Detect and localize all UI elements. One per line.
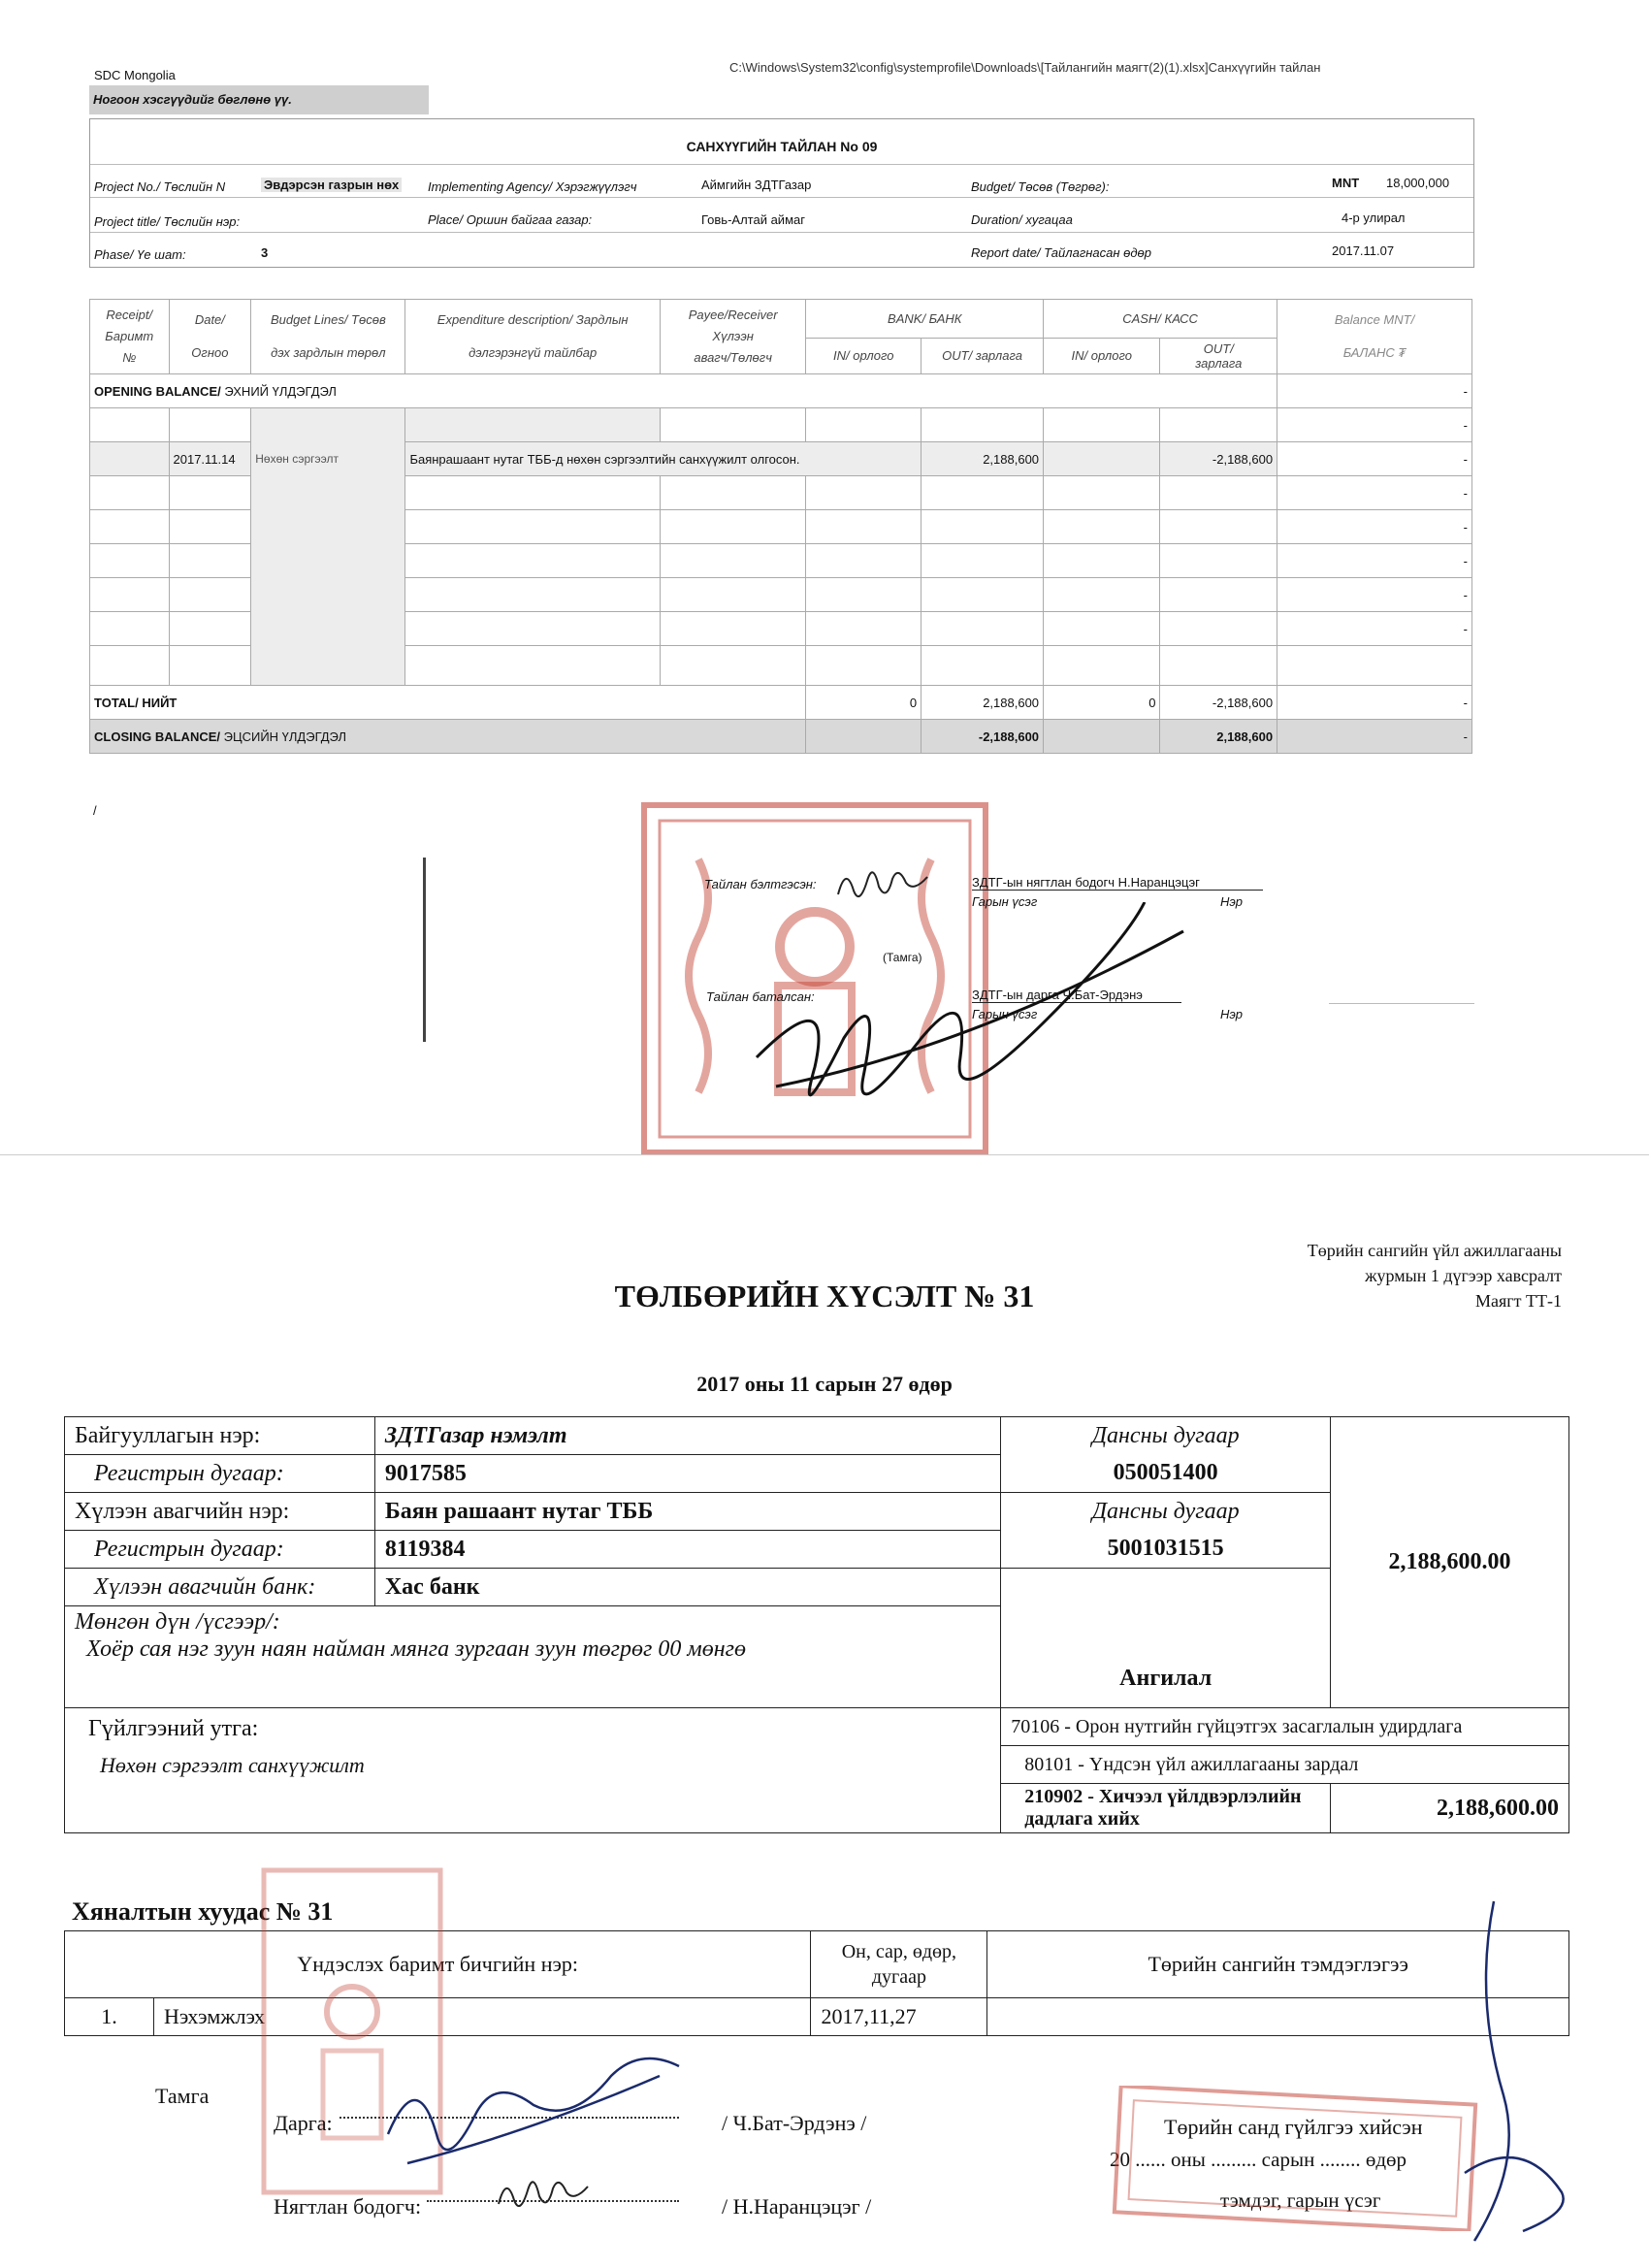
col-cash: CASH/ КАСС	[1044, 300, 1277, 339]
class-3-amount: 2,188,600.00	[1331, 1784, 1569, 1833]
treasury-sign: тэмдэг, гарын үсэг	[1220, 2188, 1381, 2212]
col-expenditure: Expenditure description/ Зардлын дэлгэрэнгүй тайлбар	[405, 300, 660, 374]
report-title: САНХҮҮГИЙН ТАЙЛАН No 09	[686, 139, 878, 154]
total-row: TOTAL/ НИЙТ 0 2,188,600 0 -2,188,600 -	[90, 686, 1472, 720]
budget-value: 18,000,000	[1386, 176, 1450, 190]
fill-note: Ногоон хэсгүүдийг бөглөнө үү.	[89, 85, 429, 114]
col-balance: Balance MNT/ БАЛАНС ₮	[1277, 300, 1472, 374]
col-payee: Payee/Receiver Хүлээн авагч/Төлөгч	[660, 300, 806, 374]
bank-label: Хүлээн авагчийн банк:	[65, 1569, 375, 1606]
prepared-name-sub: Нэр	[1220, 894, 1244, 909]
place-label: Place/ Оршин байгаа газар:	[428, 212, 593, 227]
table-row: 2017.11.14 Баянрашаант нутаг ТББ-д нөхөн сэргээлтийн санхүүжилт олгосон. 2,188,600 -2,188,600 -	[90, 442, 1472, 476]
agency-label: Implementing Agency/ Хэрэгжүүлэгч	[428, 179, 637, 194]
project-no-value: Эвдэрсэн газрын нөх	[261, 178, 402, 192]
report-header-box	[89, 118, 1474, 268]
report-org: SDC Mongolia	[94, 68, 176, 82]
report-file-path: C:\Windows\System32\config\systemprofile\Downloads\[Тайлангийн маягт(2)(1).xlsx]Санхүүгийн тайлан	[729, 60, 1321, 75]
class-3: 210902 - Хичээл үйлдвэрлэлийн дадлага хийх	[1001, 1784, 1331, 1833]
recipient-value: Баян рашаант нутаг ТББ	[374, 1493, 1000, 1531]
treasury-done: Төрийн санд гүйлгээ хийсэн	[1164, 2115, 1423, 2139]
account-label: Дансны дугаар	[1001, 1417, 1331, 1455]
signature-accountant	[495, 2169, 601, 2222]
approved-label: Тайлан баталсан:	[706, 989, 815, 1004]
col-bank-out: OUT/ зарлага	[922, 338, 1044, 373]
place-value: Говь-Алтай аймаг	[701, 212, 805, 227]
prepared-role: ЗДТГ-ын нягтлан бодогч Н.Наранцэцэг	[972, 875, 1263, 891]
recipient-label: Хүлээн авагчийн нэр:	[65, 1493, 375, 1531]
amount-value: 2,188,600.00	[1331, 1417, 1569, 1708]
budget-currency: MNT	[1332, 176, 1360, 190]
project-title-label: Project title/ Төслийн нэр:	[94, 214, 241, 229]
col-cash-out: OUT/ зарлага	[1160, 338, 1277, 373]
treasury-seal	[1112, 2086, 1480, 2231]
vertical-mark	[423, 858, 426, 1042]
col-receipt: Receipt/ Баримт №	[90, 300, 170, 374]
treasury-col: Төрийн сангийн тэмдэглэгээ	[987, 1931, 1569, 1998]
budget-line-cell: Нөхөн сэргээлт	[251, 408, 405, 686]
report-date-value: 2017.11.07	[1332, 243, 1395, 258]
opening-balance-row: OPENING BALANCE/ ЭХНИЙ ҮЛДЭГДЭЛ -	[90, 374, 1472, 408]
reg-label-2: Регистрын дугаар:	[65, 1531, 375, 1569]
report-date-label: Report date/ Тайлагнасан өдөр	[971, 245, 1151, 260]
signature-approved	[718, 902, 1300, 1159]
stamp-word: Тамга	[155, 2084, 210, 2108]
accountant-name: / Н.Наранцэцэг /	[722, 2194, 872, 2219]
col-bank-in: IN/ орлого	[806, 338, 922, 373]
class-1: 70106 - Орон нутгийн гүйцэтгэх засаглалын удирдлага	[1001, 1708, 1569, 1746]
page-divider	[0, 1154, 1649, 1155]
form-reference: Төрийн сангийн үйл ажиллагааны журмын 1 дүгээр хавсралт Маягт ТТ-1	[1307, 1241, 1562, 1311]
closing-balance-row: CLOSING BALANCE/ ЭЦСИЙН ҮЛДЭГДЭЛ -2,188,600 2,188,600 -	[90, 720, 1472, 754]
payment-table	[64, 1416, 1569, 1833]
doc-row-name: Нэхэмжлэх	[153, 1998, 811, 2036]
org-value: ЗДТГазар нэмэлт	[374, 1417, 1000, 1455]
category-label: Ангилал	[1001, 1569, 1331, 1708]
prepared-label: Тайлан бэлтгэсэн:	[704, 877, 817, 891]
col-bank: BANK/ БАНК	[806, 300, 1044, 339]
reg-value-2: 8119384	[374, 1531, 1000, 1569]
treasury-date-line: 20 ...... оны ......... сарын ........ өдөр	[1110, 2148, 1407, 2171]
phase-value: 3	[261, 245, 269, 260]
col-budget-lines: Budget Lines/ Төсөв дэх зардлын төрөл	[251, 300, 405, 374]
prepared-sign-sub: Гарын үсэг	[972, 894, 1038, 909]
purpose-cell: Гүйлгээний утга: Нөхөн сэргээлт санхүүжилт	[65, 1708, 1001, 1833]
reg-value: 9017585	[374, 1455, 1000, 1493]
approved-name-sub: Нэр	[1220, 1007, 1244, 1021]
row-bank-out: 2,188,600	[922, 442, 1044, 476]
signature-treasury	[1436, 1882, 1581, 2255]
approved-sign-sub: Гарын үсэг	[972, 1007, 1038, 1021]
divider	[1329, 1003, 1474, 1004]
words-cell: Мөнгөн дүн /үсгээр/: Хоёр сая нэг зуун наян найман мянга зургаан зуун төгрөг 00 мөнгө	[65, 1606, 1001, 1708]
row-cash-out: -2,188,600	[1160, 442, 1277, 476]
org-label: Байгууллагын нэр:	[65, 1417, 375, 1455]
control-title: Хяналтын хуудас № 31	[72, 1897, 334, 1926]
request-title: ТӨЛБӨРИЙН ХҮСЭЛТ № 31	[614, 1279, 1035, 1313]
reg-label: Регистрын дугаар:	[65, 1455, 375, 1493]
director-name: / Ч.Бат-Эрдэнэ /	[722, 2111, 867, 2135]
row-date: 2017.11.14	[169, 442, 251, 476]
request-date: 2017 оны 11 сарын 27 өдөр	[696, 1372, 953, 1396]
budget-label: Budget/ Төсөв (Төгрөг):	[971, 179, 1110, 194]
approved-role: ЗДТГ-ын дарга Ч.Бат-Эрдэнэ	[972, 988, 1181, 1003]
col-cash-in: IN/ орлого	[1044, 338, 1160, 373]
stamp-label: (Тамга)	[883, 951, 922, 964]
slash-mark: /	[93, 803, 97, 818]
col-date: Date/ Огноо	[169, 300, 251, 374]
signature-director	[369, 2047, 698, 2187]
account-value-2: 5001031515	[1001, 1531, 1331, 1569]
accountant-label: Нягтлан бодогч:	[274, 2194, 422, 2219]
phase-label: Phase/ Үе шат:	[94, 247, 186, 262]
director-label: Дарга:	[274, 2111, 333, 2135]
agency-value: Аймгийн ЗДТГазар	[701, 178, 812, 192]
row-description: Баянрашаант нутаг ТББ-д нөхөн сэргээлтийн санхүүжилт олгосон.	[405, 442, 922, 476]
class-2: 80101 - Үндсэн үйл ажиллагааны зардал	[1001, 1746, 1569, 1784]
account-value: 050051400	[1001, 1455, 1331, 1493]
bank-value: Хас банк	[374, 1569, 1000, 1606]
doc-row-date: 2017,11,27	[811, 1998, 987, 2036]
duration-value: 4-р улирал	[1342, 211, 1406, 225]
project-no-label: Project No./ Төслийн N	[94, 179, 226, 194]
report-table: Receipt/ Баримт № Date/ Огноо Budget Lines/ Төсөв дэх зардлын төрөл Expenditure description/ Зардлын дэлгэрэнгүй тайлбар Payee/Receiver Хүлээн авагч/Төлөгч BANK/ БАНК CASH/ КАСС Balance MNT/ БАЛАНС ₮ IN/ орлого OUT/ зарлага IN/ орлого OUT/ зарлага OPENING BALANCE/ ЭХНИЙ ҮЛДЭГДЭЛ - Нөхөн сэргээлт - 2017.11.14 Баянрашаант нутаг ТББ-д нөхөн сэргээлтийн санхүүжилт олгосон. 2,188,600 -2,188,600 - - - - - - TOTAL/ НИЙТ 0 2,188,600 0 -2,188,600 - CLOSING BALANCE/ ЭЦСИЙН ҮЛДЭГДЭЛ -2,188,600 2,188,600 -	[89, 299, 1472, 754]
duration-label: Duration/ хугацаа	[971, 212, 1073, 227]
date-col: Он, сар, өдөр, дугаар	[811, 1931, 987, 1998]
account-label-2: Дансны дугаар	[1001, 1493, 1331, 1531]
doc-col: Үндэслэх баримт бичгийн нэр:	[65, 1931, 811, 1998]
doc-row-no: 1.	[65, 1998, 154, 2036]
